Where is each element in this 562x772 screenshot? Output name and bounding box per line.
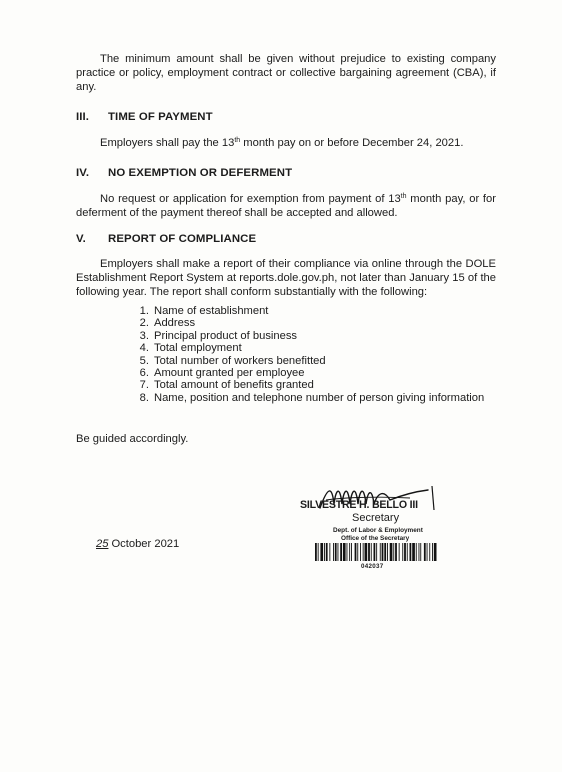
barcode-bar <box>324 543 325 561</box>
barcode-bar <box>329 543 330 561</box>
barcode-bar <box>355 543 357 561</box>
barcode-bar <box>335 543 337 561</box>
barcode-bar <box>340 543 342 561</box>
list-item <box>132 367 484 379</box>
date-day: 25 <box>96 538 109 550</box>
barcode-bar <box>371 543 372 561</box>
barcode-bar <box>360 543 361 561</box>
list-text: Total amount of benefits granted <box>154 379 314 392</box>
report-requirements-list <box>132 305 484 404</box>
barcode-bar <box>357 543 358 561</box>
list-item <box>132 392 484 404</box>
superscript: th <box>400 193 407 200</box>
list-item <box>132 305 484 317</box>
barcode-bar <box>315 543 317 561</box>
barcode-bar <box>434 543 437 561</box>
list-number: 7. <box>139 379 149 392</box>
signatory-title: Secretary <box>352 512 400 524</box>
superscript: th <box>234 137 241 144</box>
barcode-bar <box>376 543 377 561</box>
barcode-bar <box>410 543 412 561</box>
barcode-bar <box>407 543 408 561</box>
barcode-bar <box>429 543 430 561</box>
list-number: 1. <box>139 305 149 317</box>
signatory-name: SILVESTRE H. BELLO III <box>300 499 418 511</box>
list-number: 3. <box>139 329 149 342</box>
list-item <box>132 342 484 354</box>
section-title: TIME OF PAYMENT <box>108 111 213 123</box>
report-paragraph: Employers shall make a report of their compliance via online through the DOLE Establishment Report System at reports.dole.gov.ph, not later than January 15 of the following year. The report shall conform substantially with the following: <box>76 258 496 299</box>
barcode-bar <box>432 543 433 561</box>
barcode-bar <box>399 543 400 561</box>
list-text: Address <box>154 317 196 330</box>
list-number: 5. <box>139 354 149 367</box>
stamp-office: Dept. of Labor & Employment <box>333 527 423 534</box>
barcode-bar <box>390 543 393 561</box>
barcode-bar <box>416 543 417 561</box>
barcode-bar <box>351 543 352 561</box>
text-part: month pay on or before December 24, 2021. <box>240 137 464 149</box>
time-of-payment-paragraph <box>76 136 496 150</box>
section-title: NO EXEMPTION OR DEFERMENT <box>108 167 293 179</box>
section-title: REPORT OF COMPLIANCE <box>108 233 257 245</box>
barcode <box>313 543 439 563</box>
barcode-bar <box>347 543 348 561</box>
barcode-bar <box>338 543 339 561</box>
barcode-bar <box>374 543 376 561</box>
barcode-bar <box>387 543 388 561</box>
barcode-bar <box>412 543 415 561</box>
barcode-bar <box>368 543 370 561</box>
section-heading-v <box>76 233 256 245</box>
barcode-bar <box>380 543 381 561</box>
list-text: Name of establishment <box>154 305 269 317</box>
list-item <box>132 379 484 391</box>
barcode-bar <box>349 543 350 561</box>
section-heading-iv <box>76 167 292 179</box>
section-heading-iii <box>76 111 213 123</box>
text-part: No request or application for exemption from payment of 13 <box>100 193 401 205</box>
barcode-bar <box>343 543 346 561</box>
text-part: Employers shall pay the 13 <box>100 137 235 149</box>
barcode-bar <box>427 543 428 561</box>
barcode-bar <box>402 543 403 561</box>
barcode-bar <box>333 543 334 561</box>
closing-line: Be guided accordingly. <box>76 433 189 445</box>
list-text: Total number of workers benefitted <box>154 354 326 367</box>
barcode-bar <box>420 543 421 561</box>
stamp-sub: Office of the Secretary <box>341 535 410 542</box>
document-date <box>96 538 179 550</box>
section-number: V. <box>76 233 86 245</box>
barcode-bar <box>424 543 426 561</box>
barcode-number: 042037 <box>361 563 384 570</box>
list-item <box>132 317 484 329</box>
list-number: 6. <box>139 367 149 380</box>
barcode-bar <box>320 543 323 561</box>
section-number: III. <box>76 111 90 123</box>
list-text: Name, position and telephone number of person giving information <box>154 391 485 404</box>
no-exemption-paragraph <box>76 192 496 220</box>
list-text: Principal product of business <box>154 329 298 342</box>
intro-paragraph: The minimum amount shall be given without prejudice to existing company practice or policy, employment contract or collective bargaining agreement (CBA), if any. <box>76 53 496 94</box>
list-item <box>132 355 484 367</box>
barcode-bar <box>326 543 328 561</box>
barcode-bar <box>363 543 364 561</box>
barcode-bar <box>393 543 394 561</box>
list-text: Total employment <box>154 342 242 355</box>
list-number: 8. <box>139 391 149 404</box>
barcode-bar <box>384 543 386 561</box>
list-item <box>132 330 484 342</box>
list-number: 2. <box>139 317 149 330</box>
barcode-bar <box>404 543 406 561</box>
barcode-bar <box>318 543 319 561</box>
list-number: 4. <box>139 342 149 355</box>
barcode-bar <box>395 543 397 561</box>
date-month-year: October 2021 <box>111 538 180 550</box>
barcode-bar <box>365 543 368 561</box>
list-text: Amount granted per employee <box>154 367 305 380</box>
section-number: IV. <box>76 167 90 179</box>
text-part: month pay, or for deferment of the payment thereof shall be accepted and allowed. <box>76 193 496 220</box>
barcode-bar <box>419 543 420 561</box>
barcode-bar <box>382 543 384 561</box>
